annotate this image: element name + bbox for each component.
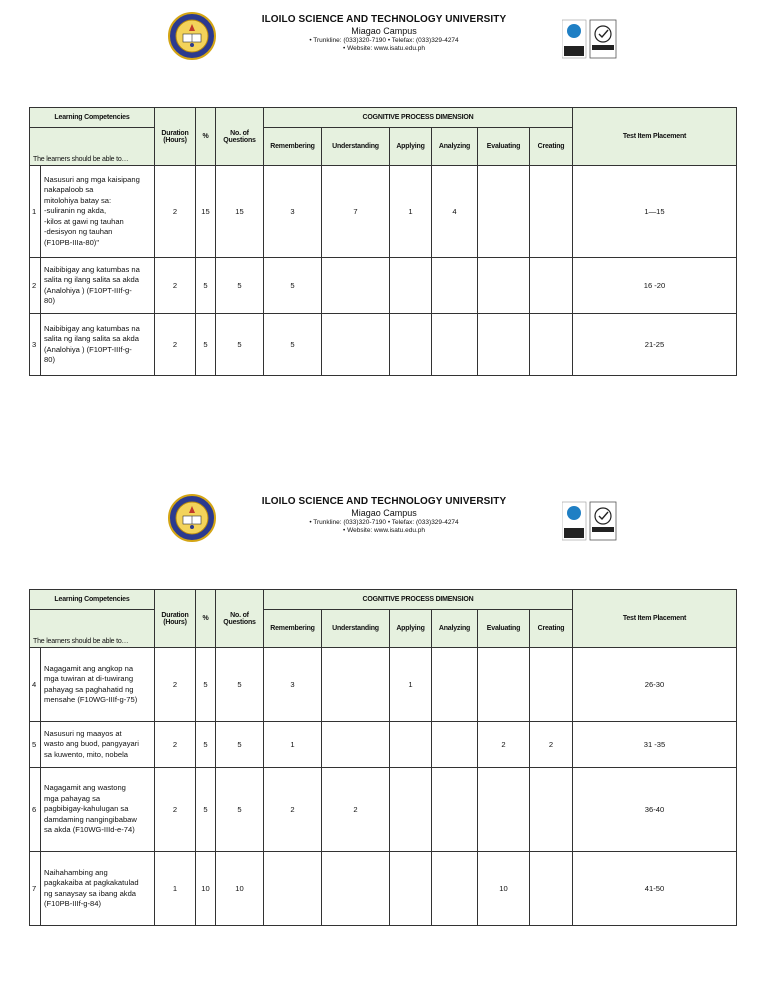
percent-header: %	[196, 108, 216, 166]
table-row	[30, 166, 737, 258]
creating-cell	[530, 768, 573, 852]
table-row	[30, 768, 737, 852]
row-number: 6	[30, 768, 41, 852]
competency-line: Nasusuri ng maayos at	[44, 728, 122, 738]
university-name: ILOILO SCIENCE AND TECHNOLOGY UNIVERSITY	[261, 14, 507, 25]
creating-cell	[530, 258, 573, 314]
creating-cell	[530, 852, 573, 926]
questions-header: No. of Questions	[216, 108, 264, 166]
duration-header: Duration (Hours)	[155, 108, 196, 166]
understanding-header: Understanding	[322, 128, 390, 166]
remembering-header: Remembering	[264, 610, 322, 648]
campus-name: Miagao Campus	[351, 508, 417, 518]
placement-cell: 31 -35	[573, 722, 737, 768]
cognitive-header: COGNITIVE PROCESS DIMENSION	[264, 590, 573, 610]
page-header	[0, 482, 768, 562]
row-number: 5	[30, 722, 41, 768]
competency-line: -kilos at gawi ng tauhan	[44, 216, 124, 226]
competency-line: 80)	[44, 296, 55, 305]
evaluating-header: Evaluating	[478, 610, 530, 648]
understanding-cell	[322, 852, 390, 926]
placement-cell: 26-30	[573, 648, 737, 722]
university-seal-icon	[168, 494, 216, 542]
competency-line: salita ng ilang salita sa akda	[44, 334, 139, 343]
competency-line: Nasusuri ang mga kaisipang	[44, 174, 140, 184]
applying-cell: 1	[390, 648, 432, 722]
duration-cell: 2	[155, 722, 196, 768]
competency-cell	[41, 768, 155, 852]
competency-line: pagbibigay-kahulugan sa	[44, 804, 129, 814]
remembering-cell: 1	[264, 722, 322, 768]
competency-line: (F10PB-IIIa-80)"	[44, 237, 100, 247]
row-number: 2	[30, 258, 41, 314]
learners-subheader: The learners should be able to…	[30, 128, 155, 166]
website-line: • Website: www.isatu.edu.ph	[342, 45, 425, 52]
creating-cell	[530, 314, 573, 376]
duration-cell: 1	[155, 852, 196, 926]
competency-line: mitolohiya batay sa:	[44, 195, 112, 205]
creating-cell	[530, 648, 573, 722]
competency-line: sa kuwento, mito, nobela	[44, 749, 129, 759]
placement-cell: 36-40	[573, 768, 737, 852]
duration-cell: 2	[155, 314, 196, 376]
understanding-header: Understanding	[322, 610, 390, 648]
applying-cell	[390, 722, 432, 768]
table-row	[30, 258, 737, 314]
percent-cell: 5	[196, 768, 216, 852]
table-row	[30, 722, 737, 768]
competency-line: ng sanaysay sa ibang akda	[44, 888, 137, 898]
evaluating-cell: 2	[478, 722, 530, 768]
percent-cell: 5	[196, 722, 216, 768]
website-line: • Website: www.isatu.edu.ph	[342, 527, 425, 534]
competencies-header: Learning Competencies	[30, 108, 155, 128]
creating-cell	[530, 166, 573, 258]
duration-cell: 2	[155, 166, 196, 258]
university-seal-icon	[168, 12, 216, 60]
applying-cell: 1	[390, 166, 432, 258]
understanding-cell: 2	[322, 768, 390, 852]
analyzing-cell	[432, 852, 478, 926]
questions-cell: 5	[216, 648, 264, 722]
duration-cell: 2	[155, 258, 196, 314]
analyzing-cell	[432, 722, 478, 768]
percent-cell: 5	[196, 648, 216, 722]
competency-line: damdaming nangingibabaw	[44, 814, 137, 824]
percent-cell: 15	[196, 166, 216, 258]
competencies-header: Learning Competencies	[30, 590, 155, 610]
duration-cell: 2	[155, 768, 196, 852]
understanding-cell: 7	[322, 166, 390, 258]
competency-cell	[41, 314, 155, 376]
competency-line: mensahe (F10WG-IIIf-g-75)	[44, 695, 138, 704]
percent-cell: 5	[196, 314, 216, 376]
table-row	[30, 852, 737, 926]
evaluating-cell: 10	[478, 852, 530, 926]
university-name: ILOILO SCIENCE AND TECHNOLOGY UNIVERSITY	[261, 496, 507, 507]
competency-line: 80)	[44, 355, 55, 364]
competency-cell	[41, 258, 155, 314]
placement-cell: 41-50	[573, 852, 737, 926]
competency-line: -desisyon ng tauhan	[44, 227, 113, 237]
page-1	[0, 0, 768, 480]
competency-line: mga pahayag sa	[44, 793, 101, 803]
contact-line: • Trunkline: (033)320-7190 • Telefax: (033)329-4274	[309, 37, 459, 44]
competency-line: Naibibigay ang katumbas na	[44, 323, 140, 333]
table-row	[30, 314, 737, 376]
campus-name: Miagao Campus	[351, 26, 417, 36]
analyzing-cell	[432, 258, 478, 314]
questions-cell: 10	[216, 852, 264, 926]
contact-line: • Trunkline: (033)320-7190 • Telefax: (033)329-4274	[309, 519, 459, 526]
understanding-cell	[322, 648, 390, 722]
table-row	[30, 648, 737, 722]
applying-cell	[390, 852, 432, 926]
competency-line: salita ng ilang salita sa akda	[44, 275, 139, 284]
remembering-cell: 5	[264, 258, 322, 314]
questions-cell: 5	[216, 722, 264, 768]
questions-cell: 5	[216, 768, 264, 852]
placement-header: Test Item Placement	[573, 590, 737, 648]
competency-line: sa akda (F10WG-IIId-e-74)	[44, 825, 135, 835]
row-number: 4	[30, 648, 41, 722]
row-number: 3	[30, 314, 41, 376]
remembering-cell: 5	[264, 314, 322, 376]
competency-line: Naibibigay ang katumbas na	[44, 264, 140, 274]
cognitive-header: COGNITIVE PROCESS DIMENSION	[264, 108, 573, 128]
placement-header: Test Item Placement	[573, 108, 737, 166]
creating-header: Creating	[530, 610, 573, 648]
remembering-cell: 3	[264, 166, 322, 258]
competency-line: Nagagamit ang wastong	[44, 783, 126, 793]
remembering-cell	[264, 852, 322, 926]
placement-cell: 21-25	[573, 314, 737, 376]
competency-cell	[41, 722, 155, 768]
certification-logos-icon	[562, 500, 618, 544]
percent-cell: 5	[196, 258, 216, 314]
competency-line: pagkakaiba at pagkakatulad	[44, 878, 139, 887]
evaluating-header: Evaluating	[478, 128, 530, 166]
questions-cell: 15	[216, 166, 264, 258]
learners-subheader: The learners should be able to…	[30, 610, 155, 648]
competency-line: wasto ang buod, pangyayari	[44, 739, 139, 749]
header-row	[30, 108, 737, 128]
tos-table	[29, 107, 737, 376]
page-header	[0, 0, 768, 80]
competency-cell	[41, 648, 155, 722]
competency-line: (F10PB-IIIf-g-84)	[44, 899, 101, 908]
analyzing-cell	[432, 314, 478, 376]
page-2	[0, 482, 768, 1006]
placement-cell: 16 -20	[573, 258, 737, 314]
applying-cell	[390, 258, 432, 314]
evaluating-cell	[478, 258, 530, 314]
analyzing-cell	[432, 768, 478, 852]
percent-header: %	[196, 590, 216, 648]
applying-cell	[390, 768, 432, 852]
remembering-cell: 2	[264, 768, 322, 852]
competency-line: -suliranin ng akda,	[44, 206, 107, 216]
evaluating-cell	[478, 166, 530, 258]
competency-line: nakapaloob sa	[44, 185, 94, 195]
competency-line: (Analohiya ) (F10PT-IIIf-g-	[44, 285, 132, 295]
creating-cell: 2	[530, 722, 573, 768]
certification-logos-icon	[562, 18, 618, 62]
applying-header: Applying	[390, 128, 432, 166]
row-number: 1	[30, 166, 41, 258]
analyzing-cell	[432, 648, 478, 722]
evaluating-cell	[478, 648, 530, 722]
evaluating-cell	[478, 314, 530, 376]
remembering-header: Remembering	[264, 128, 322, 166]
understanding-cell	[322, 314, 390, 376]
header-row	[30, 590, 737, 610]
questions-cell: 5	[216, 258, 264, 314]
creating-header: Creating	[530, 128, 573, 166]
analyzing-header: Analyzing	[432, 128, 478, 166]
evaluating-cell	[478, 768, 530, 852]
duration-cell: 2	[155, 648, 196, 722]
competency-line: Nagagamit ang angkop na	[44, 663, 134, 673]
competency-line: (Analohiya ) (F10PT-IIIf-g-	[44, 344, 132, 354]
competency-line: Naihahambing ang	[44, 867, 108, 877]
duration-header: Duration (Hours)	[155, 590, 196, 648]
remembering-cell: 3	[264, 648, 322, 722]
competency-line: pahayag sa paghahatid ng	[44, 684, 134, 694]
competency-cell	[41, 852, 155, 926]
placement-cell: 1—15	[573, 166, 737, 258]
percent-cell: 10	[196, 852, 216, 926]
understanding-cell	[322, 722, 390, 768]
questions-cell: 5	[216, 314, 264, 376]
analyzing-header: Analyzing	[432, 610, 478, 648]
university-block	[224, 496, 544, 534]
analyzing-cell: 4	[432, 166, 478, 258]
competency-line: mga tuwiran at di-tuwirang	[44, 674, 134, 683]
university-block	[224, 14, 544, 52]
applying-cell	[390, 314, 432, 376]
understanding-cell	[322, 258, 390, 314]
tos-table	[29, 589, 737, 926]
row-number: 7	[30, 852, 41, 926]
applying-header: Applying	[390, 610, 432, 648]
competency-cell	[41, 166, 155, 258]
questions-header: No. of Questions	[216, 590, 264, 648]
